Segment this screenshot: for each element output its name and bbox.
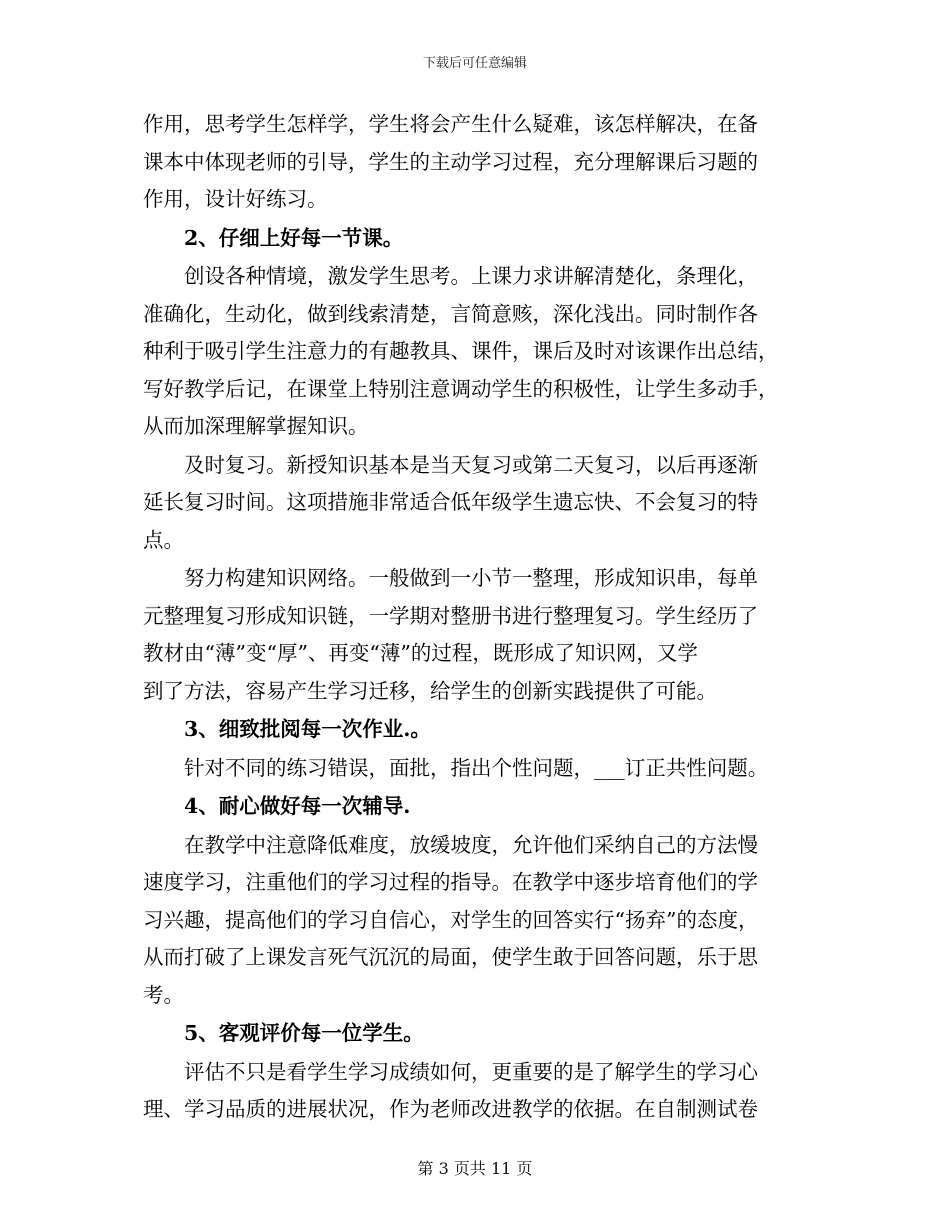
section-heading-4: 4、耐心做好每一次辅导. (184, 794, 411, 818)
paragraph-3 (143, 447, 807, 560)
paragraph-6 (143, 827, 807, 1015)
text-line: 元整理复习形成知识链，一学期对整册书进行整理复习。学生经历了 (143, 603, 758, 628)
text-line: 点。 (143, 527, 184, 552)
paragraph-1 (143, 106, 807, 219)
text-line: 从而加深理解掌握知识。 (143, 414, 369, 438)
text-line: 创设各种情境，激发学生思考。上课力求讲解清楚化，条理化， (184, 264, 758, 288)
text-line: 写好教学后记，在课堂上特别注意调动学生的积极性，让学生多动手， (143, 376, 779, 401)
text-line: 从而打破了上课发言死气沉沉的局面，使学生敢于回答问题，乐于思 (143, 945, 758, 969)
text-line: 努力构建知识网络。一般做到一小节一整理，形成知识串，每单 (184, 566, 758, 590)
text-line: 到了方法，容易产生学习迁移，给学生的创新实践提供了可能。 (143, 678, 717, 703)
text-line: 教材由“薄”变“厚”、再变“薄”的过程，既形成了知识网，又学 (143, 641, 698, 665)
text-line: 考。 (143, 982, 184, 1007)
text-line: 在教学中注意降低难度，放缓坡度，允许他们采纳自己的方法慢 (184, 832, 758, 857)
section-heading-3: 3、细致批阅每一次作业.。 (184, 717, 431, 741)
text-line: 速度学习，注重他们的学习过程的指导。在教学中逐步培育他们的学 (143, 870, 758, 894)
text-line: 延长复习时间。这项措施非常适合低年级学生遗忘快、不会复习的特 (143, 490, 758, 514)
section-heading-5: 5、客观评价每一位学生。 (184, 1021, 424, 1045)
paragraph-2 (143, 258, 807, 446)
text-line: 及时复习。新授知识基本是当天复习或第二天复习，以后再逐渐 (184, 452, 758, 477)
section-heading-2: 2、仔细上好每一节课。 (184, 225, 404, 250)
document-body (143, 106, 807, 1130)
text-line: 理、学习品质的进展状况，作为老师改进教学的依据。在自制测试卷 (143, 1097, 758, 1121)
text-line: 作用，思考学生怎样学，学生将会产生什么疑难，该怎样解决，在备 (143, 112, 758, 136)
page-number: 第 3 页共 11 页 (417, 1159, 533, 1178)
text-line: 习兴趣，提高他们的学习自信心，对学生的回答实行“扬弃”的态度， (143, 907, 759, 932)
text-line: 作用，设计好练习。 (143, 187, 328, 211)
paragraph-5 (143, 750, 807, 788)
text-line: 种利于吸引学生注意力的有趣教具、课件，课后及时对该课作出总结， (143, 339, 779, 363)
page-header: 下载后可任意编辑 (422, 56, 527, 71)
text-line: 评估不只是看学生学习成绩如何，更重要的是了解学生的学习心 (184, 1059, 758, 1084)
paragraph-7 (143, 1054, 807, 1129)
text-line: 课本中体现老师的引导，学生的主动学习过程，充分理解课后习题的 (143, 149, 758, 174)
text-line: 准确化，生动化，做到线索清楚，言简意赅，深化浅出。同时制作各 (143, 301, 758, 326)
paragraph-4 (143, 560, 807, 710)
text-line: 针对不同的练习错误，面批，指出个性问题，___订正共性问题。 (184, 755, 769, 780)
